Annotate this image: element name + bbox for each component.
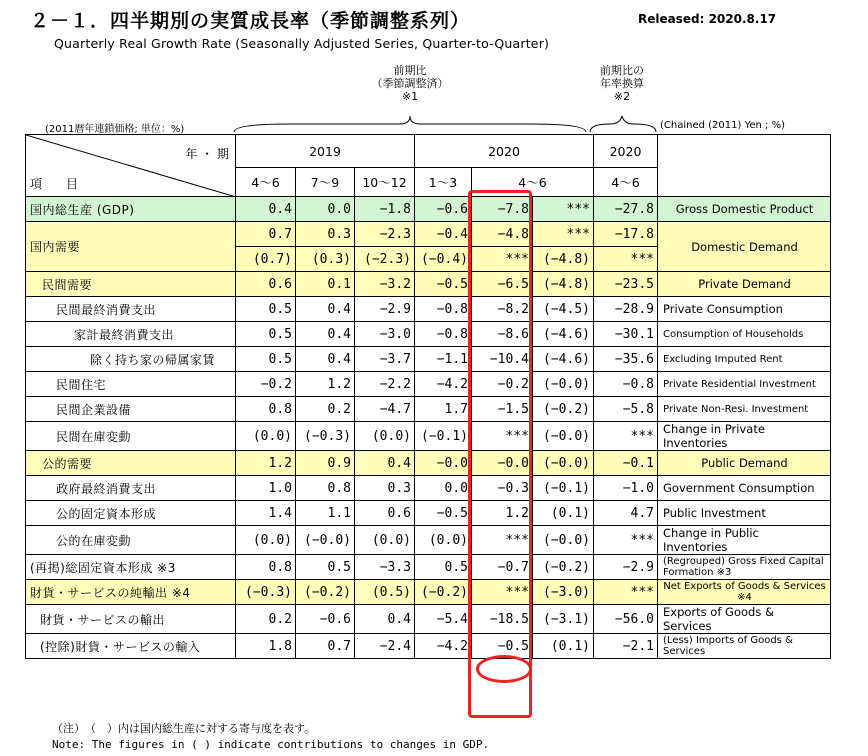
row-label-en: Government Consumption (658, 476, 831, 501)
row-label-jp: 政府最終消費支出 (26, 476, 236, 501)
value-cell: (−0.2) (533, 397, 594, 422)
quarter-label: 4～6 (236, 168, 296, 197)
table-row (26, 422, 831, 451)
value-cell: 0.0 (415, 476, 472, 501)
quarter-label: 1～3 (415, 168, 472, 197)
value-cell: 1.1 (296, 501, 355, 526)
value-cell: 0.2 (236, 605, 296, 634)
value-cell: (0.1) (533, 634, 594, 659)
value-cell: 0.2 (296, 397, 355, 422)
note-en: Note: The figures in ( ) indicate contributions to changes in GDP. (52, 738, 490, 751)
value-cell: −1.5 (472, 397, 533, 422)
row-label-en: Consumption of Households (658, 322, 831, 347)
value-cell: 0.5 (415, 555, 472, 580)
value-cell: 0.8 (236, 555, 296, 580)
value-cell: −1.1 (415, 347, 472, 372)
value-cell: (−4.8) (533, 272, 594, 297)
value-cell: −7.8 (472, 197, 533, 222)
quarter-label: 10～12 (355, 168, 415, 197)
value-cell: −2.3 (355, 222, 415, 247)
row-label-jp: 家計最終消費支出 (26, 322, 236, 347)
value-cell: 0.5 (296, 555, 355, 580)
value-cell: −8.6 (472, 322, 533, 347)
year-2020: 2020 (415, 135, 594, 168)
value-cell: −4.2 (415, 372, 472, 397)
value-cell: 1.2 (296, 372, 355, 397)
value-cell: 0.4 (296, 297, 355, 322)
value-cell: 1.7 (415, 397, 472, 422)
table-row (26, 580, 831, 605)
value-cell: −0.4 (415, 222, 472, 247)
value-cell: −27.8 (594, 197, 658, 222)
value-cell: 0.3 (296, 222, 355, 247)
value-cell: −4.2 (415, 634, 472, 659)
value-cell: (0.0) (355, 422, 415, 451)
value-cell: −0.1 (594, 451, 658, 476)
table-row (26, 476, 831, 501)
value-cell: −2.2 (355, 372, 415, 397)
value-cell: −2.9 (594, 555, 658, 580)
value-cell: (−0.0) (533, 422, 594, 451)
value-cell: 0.4 (296, 347, 355, 372)
value-cell: *** (594, 422, 658, 451)
value-cell: −0.7 (472, 555, 533, 580)
table-row (26, 501, 831, 526)
value-cell: (−0.0) (533, 372, 594, 397)
contribution-cell: (0.3) (296, 247, 355, 272)
row-label-jp: 国内総生産 (GDP) (26, 197, 236, 222)
value-cell: 0.6 (355, 501, 415, 526)
row-label-en: Public Investment (658, 501, 831, 526)
value-cell: (0.0) (355, 526, 415, 555)
row-label-en: Change in Private Inventories (658, 422, 831, 451)
qoq-note: 前期比 （季節調整済） ※1 (371, 64, 449, 103)
value-cell: (−0.3) (236, 580, 296, 605)
value-cell: 1.2 (236, 451, 296, 476)
row-label-jp: 民間企業設備 (26, 397, 236, 422)
value-cell: −8.2 (472, 297, 533, 322)
value-cell: −2.1 (594, 634, 658, 659)
value-cell: −1.0 (594, 476, 658, 501)
row-label-en: (Regrouped) Gross Fixed Capital Formation ※3 (658, 555, 831, 580)
value-cell: 1.4 (236, 501, 296, 526)
value-cell: −18.5 (472, 605, 533, 634)
value-cell: −0.5 (472, 634, 533, 659)
value-cell: *** (533, 222, 594, 247)
quarter-label: 4～6 (594, 168, 658, 197)
note-jp: （注） （ ）内は国内総生産に対する寄与度を表す。 (52, 722, 316, 735)
row-label-jp: 除く持ち家の帰属家賃 (26, 347, 236, 372)
value-cell: 0.8 (296, 476, 355, 501)
value-cell: (−0.2) (533, 555, 594, 580)
row-label-jp: (再掲)総固定資本形成 ※3 (26, 555, 236, 580)
row-label-jp: 財貨・サービスの純輸出 ※4 (26, 580, 236, 605)
value-cell: 0.7 (236, 222, 296, 247)
value-cell: (−0.0) (533, 451, 594, 476)
value-cell: 0.5 (236, 347, 296, 372)
table-row (26, 372, 831, 397)
value-cell: (−0.2) (296, 580, 355, 605)
value-cell: 1.2 (472, 501, 533, 526)
value-cell: 0.6 (236, 272, 296, 297)
row-label-jp: 国内需要 (26, 222, 236, 272)
table-row (26, 397, 831, 422)
value-cell: −1.8 (355, 197, 415, 222)
value-cell: *** (533, 197, 594, 222)
value-cell: 0.7 (296, 634, 355, 659)
value-cell: (0.5) (355, 580, 415, 605)
table-row (26, 222, 831, 247)
contribution-cell: *** (594, 247, 658, 272)
row-label-en: Excluding Imputed Rent (658, 347, 831, 372)
row-label-jp: 民間住宅 (26, 372, 236, 397)
quarter-label: 7～9 (296, 168, 355, 197)
value-cell: 0.8 (236, 397, 296, 422)
value-cell: (0.1) (533, 501, 594, 526)
value-cell: 0.4 (355, 605, 415, 634)
value-cell: (−3.0) (533, 580, 594, 605)
table-row (26, 605, 831, 634)
year-2019: 2019 (236, 135, 415, 168)
table-row (26, 451, 831, 476)
row-label-jp: 民間最終消費支出 (26, 297, 236, 322)
value-cell: (0.0) (415, 526, 472, 555)
table-row (26, 526, 831, 555)
value-cell: (−3.1) (533, 605, 594, 634)
value-cell: *** (594, 580, 658, 605)
row-label-jp: 民間需要 (26, 272, 236, 297)
value-cell: 1.8 (236, 634, 296, 659)
highlight-oval (476, 655, 532, 683)
value-cell: −0.5 (415, 272, 472, 297)
value-cell: −2.4 (355, 634, 415, 659)
row-label-en: Public Demand (658, 451, 831, 476)
value-cell: *** (472, 526, 533, 555)
highlight-box (468, 190, 532, 718)
table-corner: 年 ・ 期 項 目 (26, 135, 236, 197)
row-label-jp: 公的在庫変動 (26, 526, 236, 555)
contribution-cell: (−2.3) (355, 247, 415, 272)
row-label-en: Private Non-Resi. Investment (658, 397, 831, 422)
value-cell: −0.8 (594, 372, 658, 397)
row-label-en: Gross Domestic Product (658, 197, 831, 222)
row-label-en: Change in Public Inventories (658, 526, 831, 555)
row-label-en: Net Exports of Goods & Services ※4 (658, 580, 831, 605)
value-cell: −10.4 (472, 347, 533, 372)
value-cell: 0.4 (296, 322, 355, 347)
header-brackets (230, 112, 660, 134)
value-cell: 0.4 (355, 451, 415, 476)
value-cell: −17.8 (594, 222, 658, 247)
value-cell: −5.8 (594, 397, 658, 422)
value-cell: −0.0 (472, 451, 533, 476)
page-subtitle: Quarterly Real Growth Rate (Seasonally Adjusted Series, Quarter-to-Quarter) (54, 36, 550, 51)
table-row (26, 555, 831, 580)
value-cell: −0.3 (472, 476, 533, 501)
value-cell: −3.0 (355, 322, 415, 347)
table-row (26, 347, 831, 372)
value-cell: (0.0) (236, 526, 296, 555)
contribution-cell: (−0.4) (415, 247, 472, 272)
value-cell: *** (472, 580, 533, 605)
table-row (26, 272, 831, 297)
value-cell: (−0.1) (415, 422, 472, 451)
row-label-jp: (控除)財貨・サービスの輸入 (26, 634, 236, 659)
value-cell: −0.6 (296, 605, 355, 634)
value-cell: (0.0) (236, 422, 296, 451)
value-cell: −0.8 (415, 297, 472, 322)
value-cell: −0.6 (415, 197, 472, 222)
row-label-en: Domestic Demand (658, 222, 831, 272)
value-cell: −6.5 (472, 272, 533, 297)
value-cell: (−4.6) (533, 322, 594, 347)
value-cell: −0.2 (472, 372, 533, 397)
value-cell: (−0.1) (533, 476, 594, 501)
value-cell: −23.5 (594, 272, 658, 297)
value-cell: −3.7 (355, 347, 415, 372)
page-title: ２－１．四半期別の実質成長率（季節調整系列） (30, 10, 471, 32)
value-cell: 4.7 (594, 501, 658, 526)
value-cell: (−0.2) (415, 580, 472, 605)
value-cell: −4.8 (472, 222, 533, 247)
value-cell: (−4.5) (533, 297, 594, 322)
release-date: Released: 2020.8.17 (638, 12, 777, 26)
row-label-en: Private Consumption (658, 297, 831, 322)
value-cell: −0.8 (415, 322, 472, 347)
value-cell: −0.2 (236, 372, 296, 397)
row-label-en: (Less) Imports of Goods & Services (658, 634, 831, 659)
value-cell: (−4.6) (533, 347, 594, 372)
row-label-en: Private Residential Investment (658, 372, 831, 397)
value-cell: 0.1 (296, 272, 355, 297)
value-cell: (−0.0) (533, 526, 594, 555)
row-label-jp: 財貨・サービスの輸出 (26, 605, 236, 634)
value-cell: −5.4 (415, 605, 472, 634)
row-label-jp: 公的固定資本形成 (26, 501, 236, 526)
row-label-en: Private Demand (658, 272, 831, 297)
value-cell: −3.3 (355, 555, 415, 580)
value-cell: 0.0 (296, 197, 355, 222)
year-2020-annual: 2020 (594, 135, 658, 168)
value-cell: −0.0 (415, 451, 472, 476)
contribution-cell: (−4.8) (533, 247, 594, 272)
value-cell: (−0.0) (296, 526, 355, 555)
annualized-note: 前期比の 年率換算 ※2 (600, 64, 644, 103)
value-cell: −56.0 (594, 605, 658, 634)
value-cell: 0.5 (236, 297, 296, 322)
table-row (26, 322, 831, 347)
value-cell: −30.1 (594, 322, 658, 347)
value-cell: −4.7 (355, 397, 415, 422)
unit-label-jp: (2011暦年連鎖価格; 単位：%) (45, 124, 185, 135)
contribution-cell: *** (472, 247, 533, 272)
value-cell: (−0.3) (296, 422, 355, 451)
value-cell: 0.4 (236, 197, 296, 222)
table-row (26, 297, 831, 322)
row-label-en: Exports of Goods & Services (658, 605, 831, 634)
value-cell: 0.3 (355, 476, 415, 501)
value-cell: −3.2 (355, 272, 415, 297)
value-cell: −0.5 (415, 501, 472, 526)
growth-rate-table (25, 134, 831, 659)
value-cell: *** (594, 526, 658, 555)
value-cell: −35.6 (594, 347, 658, 372)
row-label-jp: 民間在庫変動 (26, 422, 236, 451)
table-row (26, 634, 831, 659)
contribution-cell: (0.7) (236, 247, 296, 272)
unit-label-en: (Chained (2011) Yen ; %) (660, 120, 785, 131)
table-row (26, 197, 831, 222)
value-cell: −28.9 (594, 297, 658, 322)
row-label-jp: 公的需要 (26, 451, 236, 476)
value-cell: *** (472, 422, 533, 451)
value-cell: 0.9 (296, 451, 355, 476)
value-cell: −2.9 (355, 297, 415, 322)
quarter-label: 4～6 (472, 168, 594, 197)
value-cell: 1.0 (236, 476, 296, 501)
value-cell: 0.5 (236, 322, 296, 347)
